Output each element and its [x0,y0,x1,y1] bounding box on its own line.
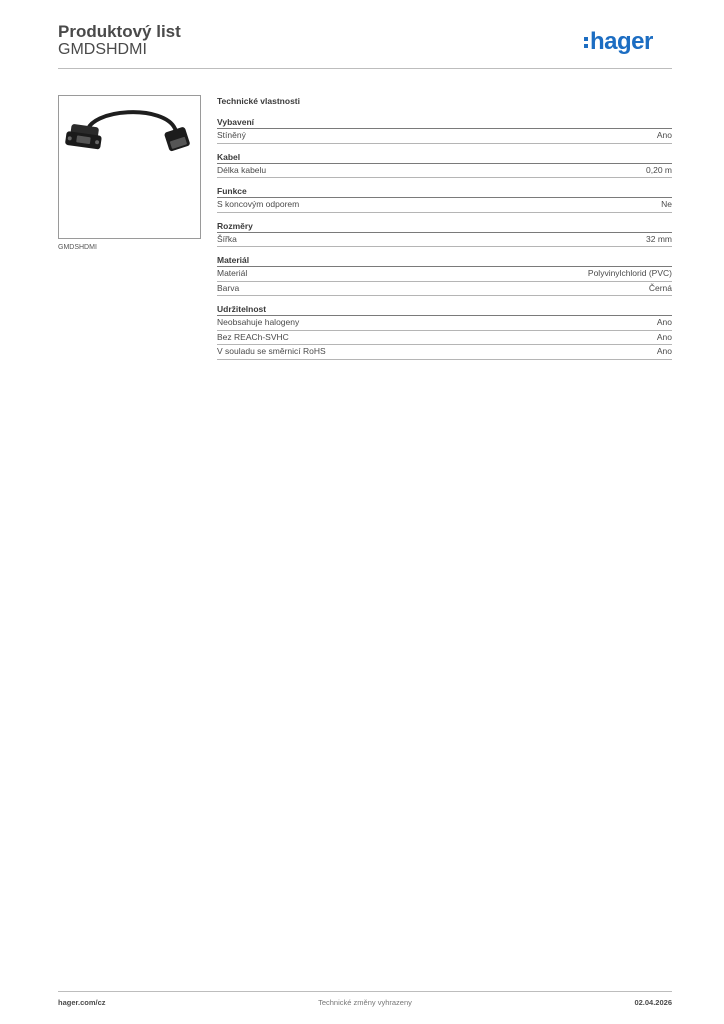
product-image [58,95,201,239]
spec-value: Ano [656,346,672,356]
technical-specs [217,96,672,367]
document-title: Produktový list [58,22,181,41]
hager-logo-icon [582,26,672,56]
spec-section-material [217,254,672,296]
spec-row [217,233,672,248]
spec-value: 0,20 m [646,164,672,175]
spec-value: 32 mm [646,233,672,244]
section-title: Vybavení [217,116,672,129]
spec-row [217,198,672,213]
spec-row [217,129,672,144]
spec-value: Polyvinylchlorid (PVC) [587,268,672,278]
footer-date: 02.04.2026 [634,998,672,1007]
spec-label: Bez REACh-SVHC [217,331,289,342]
hdmi-cable-icon [59,96,200,238]
spec-section-kabel [217,151,672,179]
image-caption: GMDSHDMI [58,244,97,251]
spec-section-rozmery [217,220,672,248]
specs-heading: Technické vlastnosti [217,96,300,106]
spec-row [217,345,672,360]
section-title: Kabel [217,151,672,164]
spec-label: Barva [217,282,240,293]
spec-label: Šířka [217,233,237,244]
section-title: Materiál [217,254,672,267]
spec-row [217,331,672,346]
spec-section-vybaveni [217,116,672,144]
spec-label: Materiál [217,268,248,278]
document-subtitle: GMDSHDMI [58,41,147,58]
page-footer [58,998,672,1010]
page-header [58,20,672,70]
spec-label: Délka kabelu [217,164,267,175]
spec-label: S koncovým odporem [217,199,300,209]
header-divider [58,68,672,69]
svg-text:hager: hager [590,28,653,55]
spec-row [217,282,672,297]
website-link[interactable]: hager.com/cz [58,998,106,1007]
spec-label: Stíněný [217,130,246,140]
spec-row [217,316,672,331]
spec-value: Ano [656,331,672,342]
spec-section-udrzitelnost [217,303,672,360]
spec-value: Ano [656,130,672,140]
spec-section-funkce [217,185,672,213]
section-title: Rozměry [217,220,672,233]
spec-label: Neobsahuje halogeny [217,317,300,327]
spec-value: Černá [648,282,672,293]
section-title: Funkce [217,185,672,198]
spec-row [217,267,672,282]
spec-label: V souladu se směrnicí RoHS [217,346,326,356]
footer-divider [58,991,672,992]
footer-note: Technické změny vyhrazeny [318,998,412,1007]
spec-value: Ano [656,317,672,327]
spec-row [217,164,672,179]
section-title: Udržitelnost [217,303,672,316]
spec-value: Ne [661,199,672,209]
